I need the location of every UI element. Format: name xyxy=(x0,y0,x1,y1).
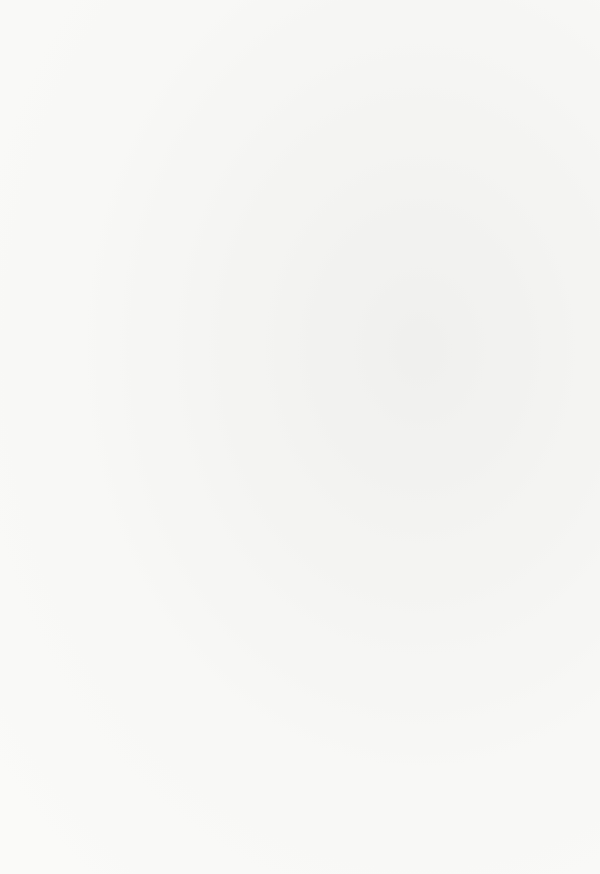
directory-content xyxy=(0,40,600,67)
section-letter xyxy=(0,48,600,63)
